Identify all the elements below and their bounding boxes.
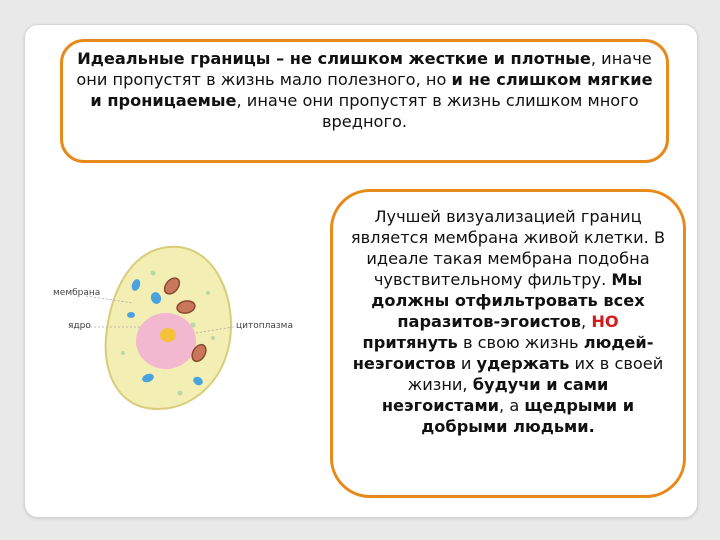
right-text-bold-1: Мы должны отфильтровать всех паразитов-эгоистов: [371, 270, 645, 331]
right-text-bold-3: людей-неэгоистов: [352, 333, 654, 373]
right-text-bold-4: удержать: [476, 354, 570, 373]
right-text-bold-5: будучи и сами неэгоистами: [381, 375, 609, 415]
top-text-regular-2: , иначе они пропустят в жизнь слишком много вредного.: [236, 91, 639, 131]
right-text-bold-2: притянуть: [362, 333, 458, 352]
right-text-regular-2: и: [455, 354, 477, 373]
label-nucleus: ядро: [68, 321, 91, 331]
top-text-box: [60, 39, 669, 163]
right-text-regular-1: в свою жизнь: [457, 333, 584, 352]
top-text-bold-1: Идеальные границы – не слишком жесткие и плотные: [77, 49, 591, 68]
right-text-regular-4: , а: [499, 396, 525, 415]
cell-nucleolus: [160, 328, 176, 342]
cell-diagram: [48, 243, 318, 413]
right-text-regular-3: их в своей жизни,: [407, 354, 664, 394]
top-text-regular-1: , иначе они пропустят в жизнь мало полезного, но: [76, 49, 652, 89]
label-cytoplasm: цитоплазма: [236, 321, 293, 331]
right-text-intro: Лучшей визуализацией границ является мембрана живой клетки. В идеале такая мембрана подобна чувствительному фильтру.: [350, 207, 666, 289]
label-membrane: мембрана: [53, 288, 101, 298]
right-text-highlight-no: НО: [591, 312, 619, 331]
right-text-comma: ,: [581, 312, 592, 331]
right-text-bold-6: щедрыми и добрыми людьми.: [421, 396, 635, 436]
top-text-bold-2: и не слишком мягкие и проницаемые: [90, 70, 653, 110]
right-text-box: [330, 189, 686, 498]
